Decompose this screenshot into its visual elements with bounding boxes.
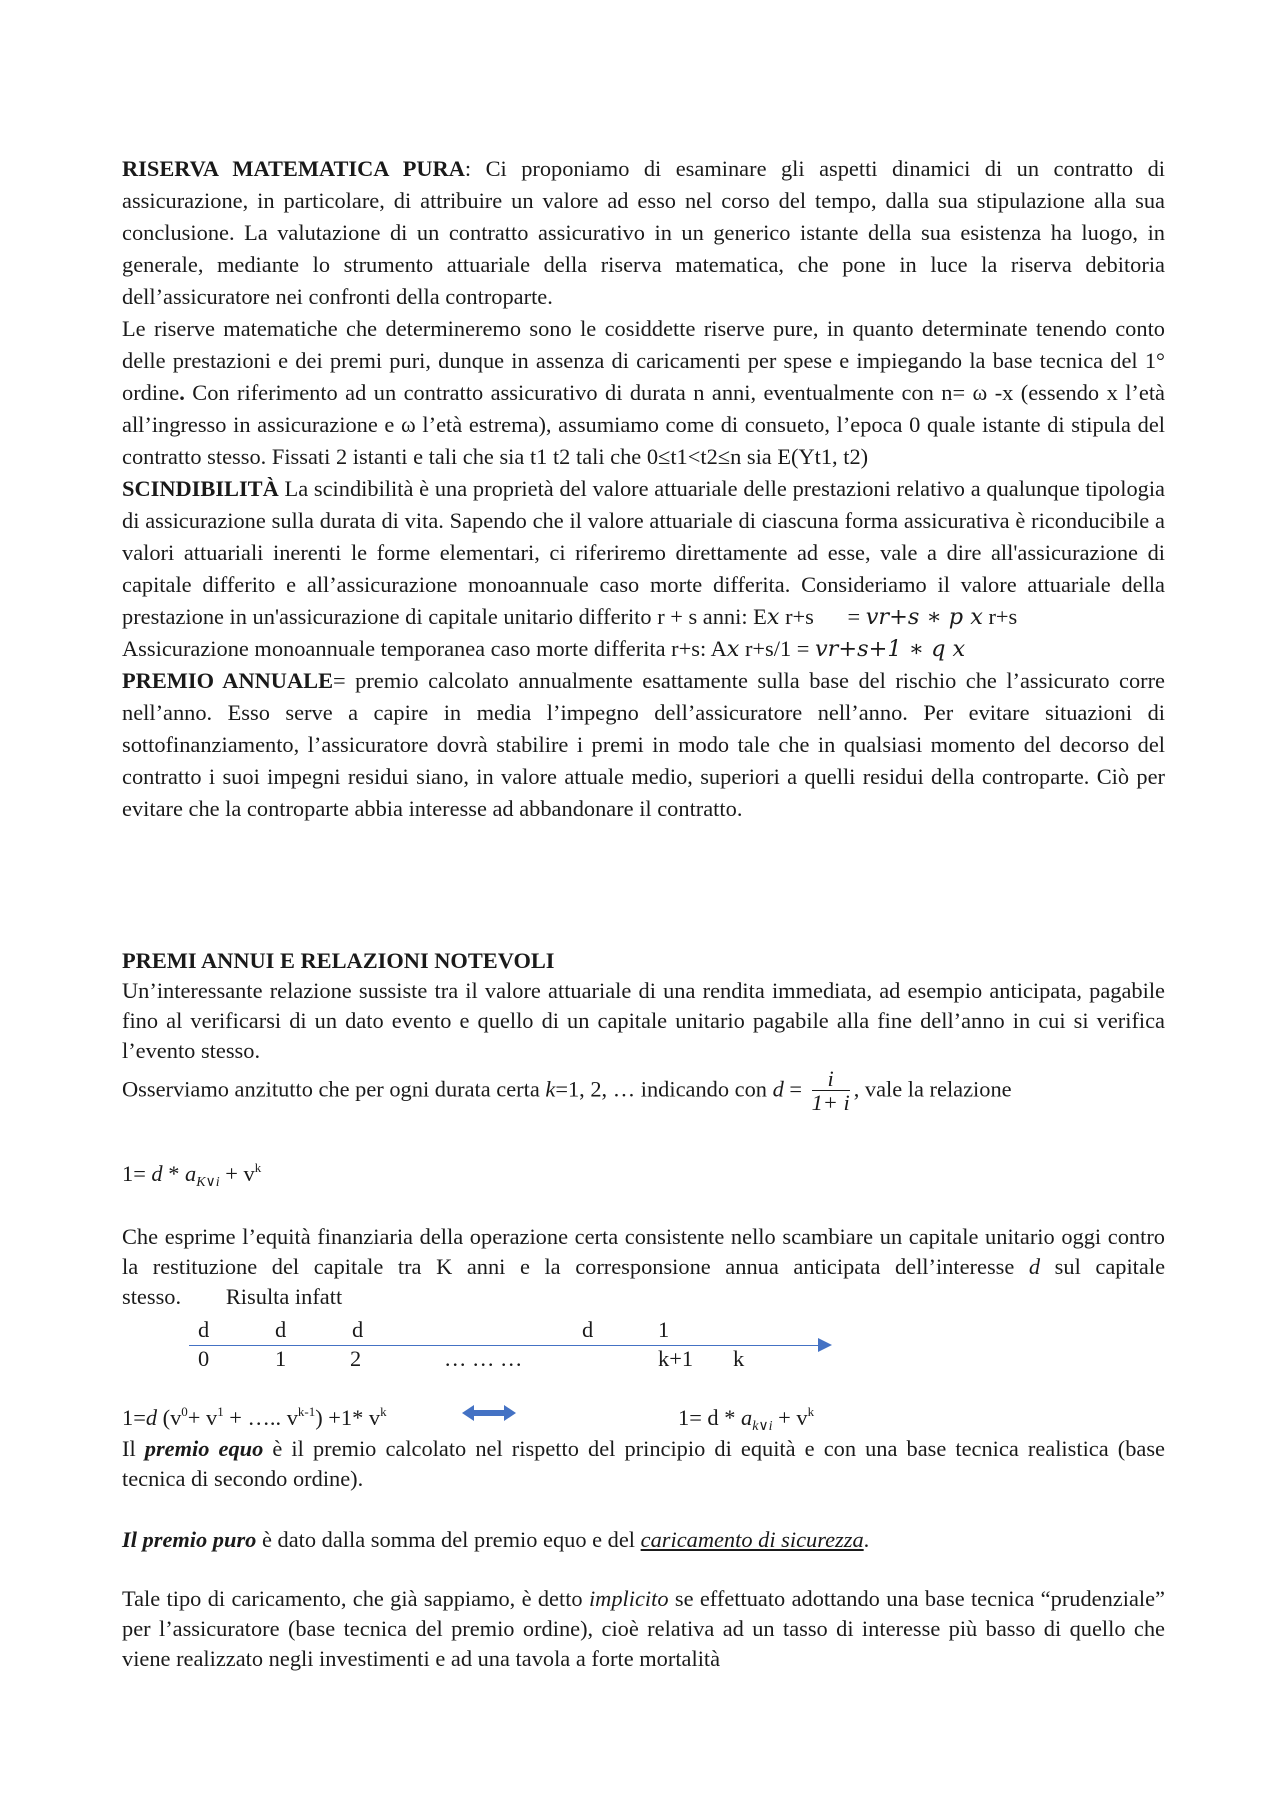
eq2-e: ) +1* v — [315, 1405, 381, 1430]
eq3-plus: + v — [772, 1405, 808, 1430]
p9-text-a: Tale tipo di caricamento, che già sappiamo, è detto — [122, 1586, 589, 1611]
obs-k: k — [545, 1076, 556, 1102]
timeline-bottom-label: 0 — [198, 1346, 210, 1371]
obs-eq: = — [783, 1076, 808, 1102]
paragraph-riserva-text: : Ci proponiamo di esaminare gli aspetti dinamici di un contratto di assicurazione, in particolare, di attribuire un valore ad esso nel corso del tempo, dalla sua stipulazione alla sua conclusione. La valutazione di un contratto assicurativo in un generico istante della sua esistenza ha luogo, in generale, mediante lo strumento attuariale della riserva matematica, che pone in luce la riserva debitoria dell’assicuratore nei confronti della controparte. — [122, 156, 1165, 309]
p8-text-b: è dato dalla somma del premio equo e del — [256, 1527, 641, 1552]
formula-rs: r+s — [779, 604, 814, 629]
eq1-lhs: 1= — [122, 1161, 152, 1186]
eq2-s1: 1 — [217, 1404, 224, 1419]
p7-text-a: Il — [122, 1436, 145, 1461]
eq1-plus: + v — [219, 1161, 255, 1186]
eq2-s0: 0 — [181, 1404, 188, 1419]
heading-scindibilita: SCINDIBILITÀ — [122, 476, 279, 501]
paragraph-riserva — [122, 153, 1165, 313]
eq1-sub: K∨i — [196, 1175, 220, 1190]
double-arrow-icon — [462, 1404, 516, 1422]
fraction-denominator: 1+ i — [811, 1090, 850, 1115]
eq1-star: * — [162, 1161, 186, 1186]
body-block-1 — [122, 153, 1165, 825]
paragraph-premio-annuale — [122, 665, 1165, 825]
p6-text-b: sul capitale stesso. — [122, 1254, 1166, 1309]
formula-eq: = — [847, 604, 866, 629]
p6-text-c: Risulta infatt — [225, 1284, 343, 1309]
fraction-numerator: i — [812, 1068, 850, 1091]
timeline-top-label: d — [275, 1317, 287, 1342]
formula-tail: r+s — [982, 604, 1018, 629]
eq2-s3: k — [380, 1404, 387, 1419]
formula2-x: x — [726, 636, 740, 662]
paragraph-scindibilita — [122, 473, 1165, 633]
timeline-bottom-label: 2 — [350, 1346, 362, 1371]
heading-premi-annui: PREMI ANNUI E RELAZIONI NOTEVOLI — [122, 948, 555, 973]
paragraph-riserve-pure-text-b: Con riferimento ad un contratto assicurativo di durata n anni, eventualmente con n= ω -x (essendo x l’età all’ingresso in assicurazione e ω l’età estrema), assumiamo come di consueto, l’epoca 0 quale istante di stipula del contratto stesso. Fissati 2 istanti e tali che sia t1 t2 tali che 0≤t1<t2≤n sia E(Yt1, t2) — [122, 380, 1165, 469]
line-osserviamo — [122, 1068, 1012, 1115]
timeline-bottom-label: 1 — [275, 1346, 287, 1371]
formula2-q-x: ∗ q x — [901, 636, 966, 662]
eq3-a: a — [741, 1405, 753, 1430]
heading-riserva: RISERVA MATEMATICA PURA — [122, 156, 465, 181]
eq2-a: (v — [157, 1405, 182, 1430]
obs-text-b: =1, 2, … indicando con — [555, 1076, 773, 1102]
formula-exp: r+s — [878, 604, 920, 630]
p8-caricamento-link: caricamento di sicurezza — [640, 1527, 864, 1552]
p6-d: d — [1028, 1254, 1041, 1279]
paragraph-riserve-pure-text-a: Le riserve matematiche che determineremo sono le cosiddette riserve pure, in quanto determinate tenendo conto delle prestazioni e dei premi puri, dunque in assenza di caricamenti per spese e impiegando la base tecnica del 1° ordine — [122, 316, 1165, 405]
timeline-bottom-label: k+1 — [658, 1346, 694, 1371]
eq1-d: d — [151, 1161, 163, 1186]
formula2-eq: = — [791, 636, 816, 661]
formula-p-x: ∗ p x — [919, 604, 983, 630]
paragraph-premio-puro — [122, 1524, 1165, 1556]
timeline-top-label: 1 — [658, 1317, 670, 1342]
formula2-exp: r+s+1 — [827, 636, 902, 662]
paragraph-monoannuale-text: Assicurazione monoannuale temporanea caso morte differita r+s: A — [122, 636, 727, 661]
body-block-4 — [122, 1434, 1165, 1494]
eq1-sup: k — [254, 1160, 262, 1175]
formula-x: x — [766, 604, 780, 630]
eq2-b: + v — [187, 1405, 218, 1430]
timeline-arrow-icon — [818, 1338, 832, 1352]
p8-dot: . — [863, 1527, 870, 1552]
paragraph-riserve-pure-dot: . — [179, 380, 185, 405]
formula-v: v — [865, 604, 879, 630]
paragraph-caricamento — [122, 1584, 1165, 1674]
body-block-5 — [122, 1524, 1165, 1556]
p8-premio-puro: Il premio puro — [122, 1527, 257, 1552]
paragraph-riserve-pure — [122, 313, 1165, 473]
eq2-lhs: 1= — [122, 1405, 146, 1430]
p6-text-a: Che esprime l’equità finanziaria della operazione certa consistente nello scambiare un capitale unitario oggi contro la restituzione del capitale tra K anni e la corresponsione annua anticipata dell’interesse — [122, 1224, 1165, 1279]
eq3-sup: k — [807, 1404, 815, 1419]
p9-implicito: implicito — [588, 1586, 669, 1611]
paragraph-premio-equo — [122, 1434, 1165, 1494]
eq2-s2: k-1 — [297, 1404, 316, 1419]
eq2-d: d — [145, 1405, 158, 1430]
equation-3 — [678, 1402, 814, 1434]
p7-premio-equo: premio equo — [144, 1436, 264, 1461]
eq3-lhs: 1= d * — [678, 1405, 742, 1430]
timeline-bottom-label: … … … — [444, 1346, 523, 1371]
obs-text-e: , vale la relazione — [853, 1076, 1012, 1102]
timeline-top-label: d — [198, 1317, 210, 1342]
paragraph-monoannuale — [122, 633, 1165, 665]
equation-2 — [122, 1402, 387, 1434]
paragraph-scindibilita-text: La scindibilità è una proprietà del valore attuariale delle prestazioni relativo a qualunque tipologia di assicurazione sulla durata di vita. Sapendo che il valore attuariale di ciascuna forma assicurativa è riconducibile a valori attuariali inerenti le forme elementari, ci riferiremo direttamente ad esse, vale a dire all'assicurazione di capitale differito e all’assicurazione monoannuale caso morte differita. Consideriamo il valore attuariale della prestazione in un'assicurazione di capitale unitario differito r + s anni: E — [122, 476, 1165, 629]
heading-premio-annuale: PREMIO ANNUALE — [122, 668, 334, 693]
timeline-bottom-label: k — [733, 1346, 745, 1371]
paragraph-equita — [122, 1222, 1165, 1312]
formula2-rs: r+s/1 — [739, 636, 792, 661]
eq1-a: a — [185, 1161, 197, 1186]
obs-d: d — [772, 1076, 784, 1102]
p9-text-c: se effettuato adottando una base tecnica “prudenziale” per l’assicuratore (base tecnica del premio ordine), cioè relativa ad un tasso di interesse più basso di quello che viene realizzato negli investimenti e ad una tavola a forte mortalità — [122, 1586, 1165, 1671]
eq2-c: + ….. v — [223, 1405, 298, 1430]
body-block-6 — [122, 1584, 1165, 1674]
body-block-2 — [122, 946, 1165, 1066]
equation-1 — [122, 1158, 261, 1190]
eq3-sub: k∨i — [752, 1419, 773, 1434]
paragraph-relazione: Un’interessante relazione sussiste tra il valore attuariale di una rendita immediata, ad esempio anticipata, pagabile fino al verificarsi di un dato evento e quello di un capitale unitario pagabile alla fine dell’anno in cui si verifica l’evento stesso. — [122, 978, 1165, 1063]
timeline-top-label: d — [582, 1317, 594, 1342]
timeline-top-label: d — [352, 1317, 364, 1342]
fraction-d — [812, 1068, 850, 1115]
formula2-v: v — [815, 636, 828, 662]
p7-text-c: è il premio calcolato nel rispetto del principio di equità e con una base tecnica realistica (base tecnica di secondo ordine). — [122, 1436, 1165, 1491]
paragraph-premio-annuale-text: = premio calcolato annualmente esattamente sulla base del rischio che l’assicurato corre nell’anno. Esso serve a capire in media l’impegno dell’assicuratore nell’anno. Per evitare situazioni di sottofinanziamento, l’assicuratore dovrà stabilire i premi in modo tale che in qualsiasi momento del decorso del contratto i suoi impegni residui siano, in valore attuale medio, superiori a quelli residui della controparte. Ciò per evitare che la controparte abbia interesse ad abbandonare il contratto. — [122, 668, 1165, 821]
body-block-3 — [122, 1222, 1165, 1312]
obs-text-a: Osserviamo anzitutto che per ogni durata certa — [122, 1076, 546, 1102]
